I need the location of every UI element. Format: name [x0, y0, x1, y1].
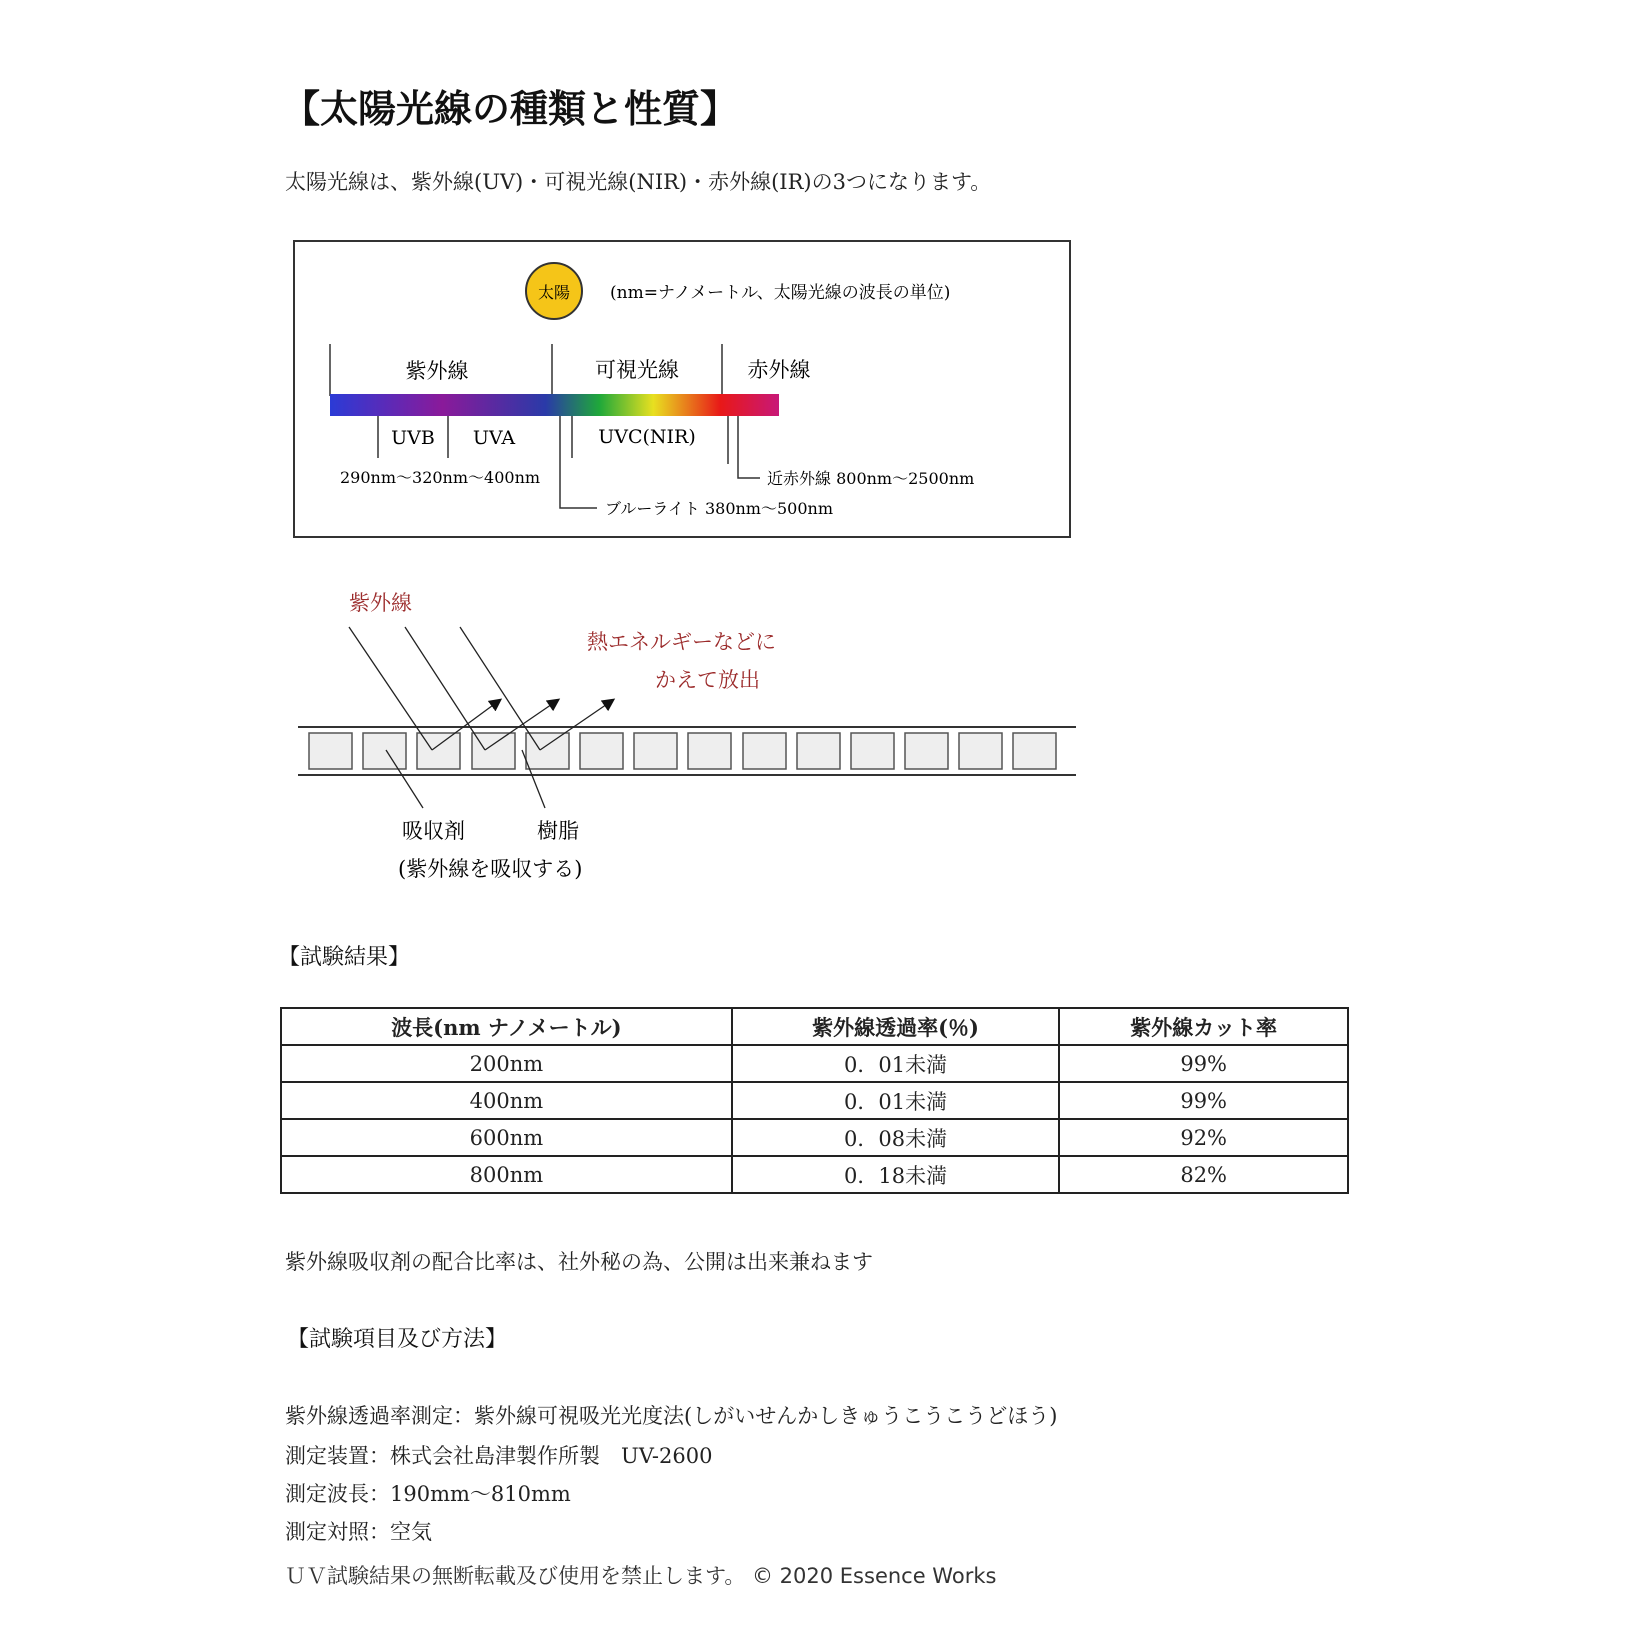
method-heading: 【試験項目及び方法】: [287, 1327, 508, 1352]
header-wavelength: 波長(nm ナノメートル): [281, 1008, 732, 1045]
header-transmittance: 紫外線透過率(％): [732, 1008, 1060, 1045]
unit-note: (nm=ナノメートル、太陽光線の波長の単位): [610, 283, 951, 303]
method-line: 測定対照：空気: [285, 1520, 432, 1544]
cell-wavelength: 600nm: [281, 1119, 732, 1156]
spectrum-diagram: [293, 240, 1071, 538]
near-ir-label: 近赤外線 800nm～2500nm: [767, 469, 975, 488]
cell-cut-rate: 92%: [1059, 1119, 1348, 1156]
spectrum-svg: [295, 242, 1069, 536]
absorber-label: 吸収剤: [402, 819, 465, 843]
uv-incoming-label: 紫外線: [349, 591, 412, 615]
confidential-note: 紫外線吸収剤の配合比率は、社外秘の為、公開は出来兼ねます: [285, 1250, 873, 1274]
method-line: 測定装置：株式会社島津製作所製 UV-2600: [285, 1444, 713, 1468]
cell-cut-rate: 82%: [1059, 1156, 1348, 1193]
absorption-svg: [290, 580, 1080, 900]
visible-label: 可視光線: [595, 358, 679, 382]
sun-label: 太陽: [537, 283, 571, 302]
uva-label: UVA: [472, 427, 516, 449]
cell-wavelength: 200nm: [281, 1045, 732, 1082]
cell-cut-rate: 99%: [1059, 1045, 1348, 1082]
cell-wavelength: 400nm: [281, 1082, 732, 1119]
copyright-notice: ＵＶ試験結果の無断転載及び使用を禁止します。 © 2020 Essence Works: [285, 1564, 997, 1588]
results-table: [280, 1007, 1349, 1194]
page-title: 【太陽光線の種類と性質】: [282, 86, 739, 131]
table-row: [281, 1082, 1348, 1119]
uv-rays: [349, 627, 613, 808]
results-heading: 【試験結果】: [278, 945, 411, 970]
uvb-label: UVB: [391, 427, 435, 449]
cell-transmittance: 0．18未満: [732, 1156, 1060, 1193]
table-row: [281, 1119, 1348, 1156]
cell-transmittance: 0．08未満: [732, 1119, 1060, 1156]
blue-light-label: ブルーライト 380nm～500nm: [605, 499, 833, 518]
spectrum-bar: [330, 394, 779, 416]
method-line: 紫外線透過率測定：紫外線可視吸光光度法(しがいせんかしきゅうこうこうどほう): [285, 1404, 1058, 1428]
absorber-note: (紫外線を吸収する): [398, 857, 583, 881]
uv-label: 紫外線: [405, 359, 469, 383]
intro-text: 太陽光線は、紫外線(UV)・可視光線(NIR)・赤外線(IR)の3つになります。: [285, 170, 992, 194]
resin-label: 樹脂: [537, 819, 579, 843]
header-cut-rate: 紫外線カット率: [1059, 1008, 1348, 1045]
heat-label-line2: かえて放出: [655, 668, 760, 692]
cell-transmittance: 0．01未満: [732, 1082, 1060, 1119]
uv-range: 290nm～320nm～400nm: [340, 468, 541, 487]
cell-transmittance: 0．01未満: [732, 1045, 1060, 1082]
table-row: [281, 1156, 1348, 1193]
table-row: [281, 1045, 1348, 1082]
cell-cut-rate: 99%: [1059, 1082, 1348, 1119]
absorption-diagram: [290, 580, 1080, 900]
method-line: 測定波長：190mm～810mm: [285, 1482, 571, 1506]
ir-label: 赤外線: [747, 358, 811, 382]
uvc-label: UVC(NIR): [598, 426, 696, 448]
heat-label-line1: 熱エネルギーなどに: [587, 630, 776, 654]
cell-wavelength: 800nm: [281, 1156, 732, 1193]
table-header-row: [281, 1008, 1348, 1045]
resin-layer: [309, 733, 1056, 769]
